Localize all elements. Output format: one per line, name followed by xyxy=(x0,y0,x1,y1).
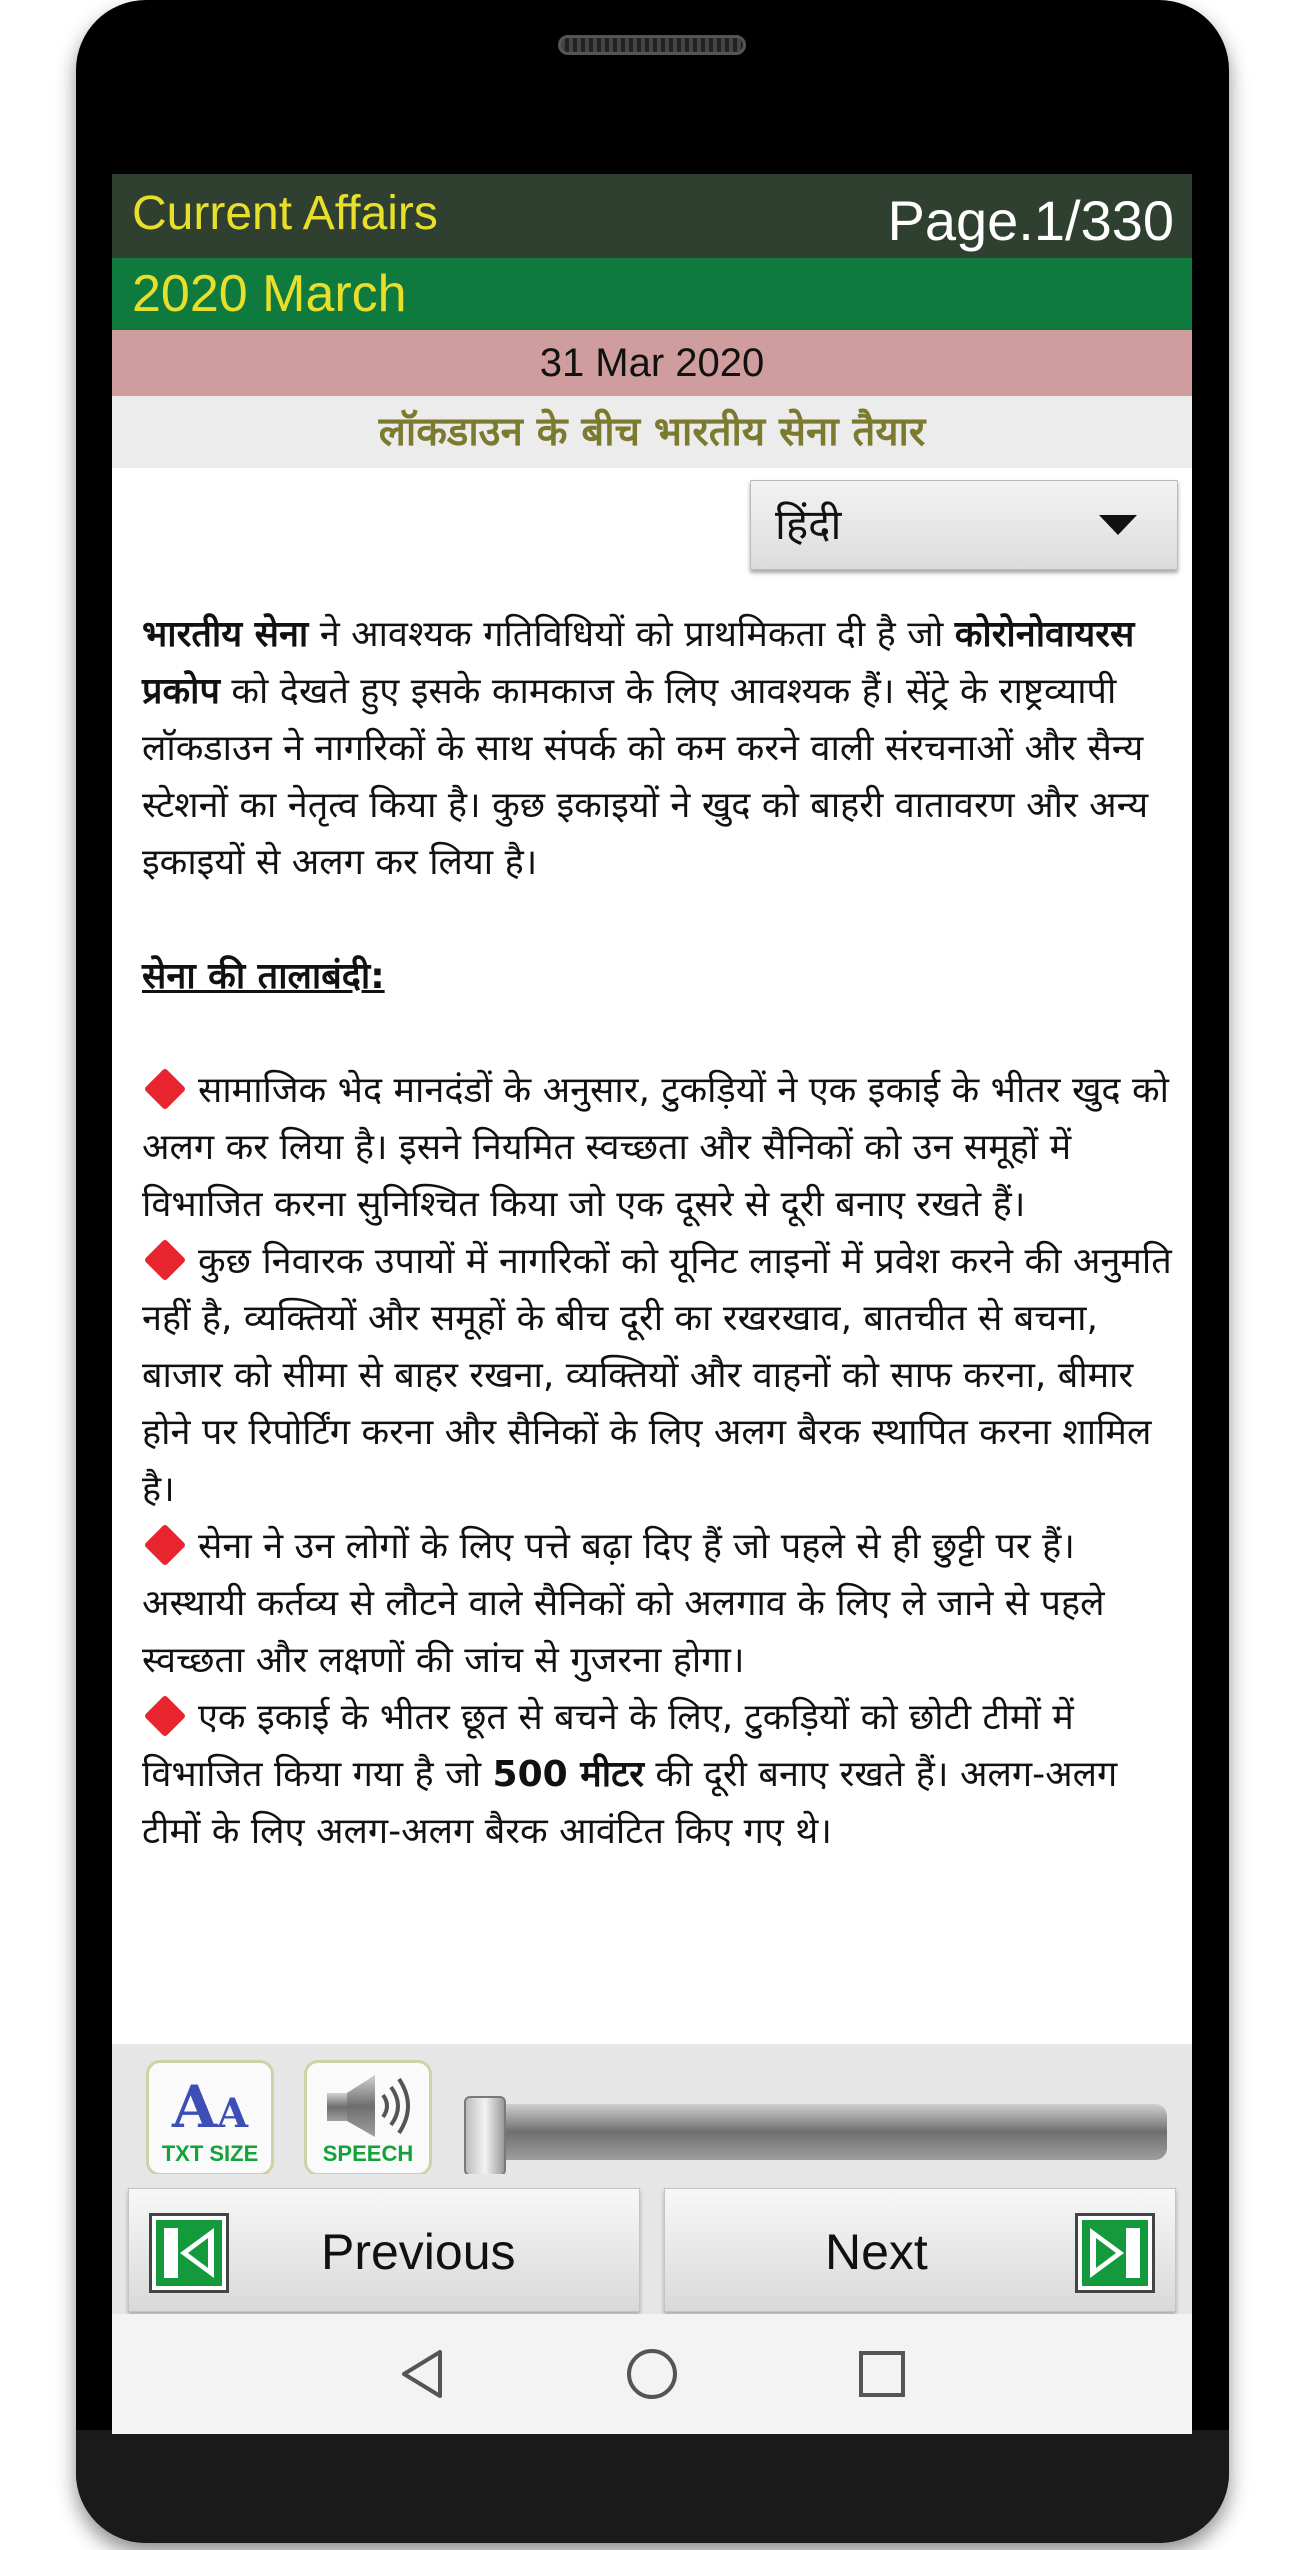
text-size-icon: AA xyxy=(171,2073,249,2141)
bullet-item-3 xyxy=(142,1518,1172,1689)
slider-thumb[interactable] xyxy=(464,2096,506,2176)
language-selected: हिंदी xyxy=(775,500,842,549)
bullet-item-4 xyxy=(142,1689,1172,1860)
bullet-4-bold: 500 मीटर xyxy=(492,1754,644,1795)
recents-icon[interactable] xyxy=(850,2342,914,2406)
red-diamond-icon xyxy=(144,1695,186,1737)
language-dropdown[interactable] xyxy=(750,480,1178,570)
month-title: 2020 March xyxy=(132,265,407,323)
bullet-text-1: सामाजिक भेद मानदंडों के अनुसार, टुकड़ियों ने एक इकाई के भीतर खुद को अलग कर लिया है। इसने नियमित स्वच्छता और सैनिकों को उन समूहों में विभाजित करना सुनिश्चित किया जो एक दूसरे से दूरी बनाए रखते हैं। xyxy=(142,1070,1169,1225)
previous-label: Previous xyxy=(321,2224,516,2280)
home-icon[interactable] xyxy=(620,2342,684,2406)
title-bar xyxy=(112,174,1192,258)
speech-label: SPEECH xyxy=(322,2141,414,2166)
article-headline: लॉकडाउन के बीच भारतीय सेना तैयार xyxy=(378,409,926,455)
previous-button[interactable] xyxy=(128,2188,640,2312)
back-icon[interactable] xyxy=(392,2342,456,2406)
article-date: 31 Mar 2020 xyxy=(539,341,765,385)
skip-previous-icon xyxy=(149,2213,229,2293)
next-button[interactable] xyxy=(664,2188,1176,2312)
month-bar xyxy=(112,258,1192,330)
speech-button[interactable] xyxy=(304,2060,432,2176)
bullet-item-2 xyxy=(142,1233,1172,1518)
section-subheading: सेना की तालाबंदी: xyxy=(142,956,385,997)
headline-bar xyxy=(112,396,1192,468)
speaker-icon xyxy=(321,2071,417,2141)
reader-toolbar xyxy=(112,2044,1192,2174)
red-diamond-icon xyxy=(144,1524,186,1566)
article-intro xyxy=(142,606,1172,891)
speech-progress-slider[interactable] xyxy=(467,2104,1167,2160)
app-title: Current Affairs xyxy=(132,187,438,240)
phone-chin xyxy=(76,2430,1229,2543)
skip-next-icon xyxy=(1075,2213,1155,2293)
red-diamond-icon xyxy=(144,1068,186,1110)
bullet-text-3: सेना ने उन लोगों के लिए पत्ते बढ़ा दिए हैं जो पहले से ही छुट्टी पर हैं। अस्थायी कर्तव्य से लौटने वाले सैनिकों को अलगाव के लिए ले जाने से पहले स्वच्छता और लक्षणों की जांच से गुजरना होगा। xyxy=(142,1526,1105,1681)
earpiece-speaker xyxy=(558,35,746,55)
page-counter: Page.1/330 xyxy=(887,189,1174,252)
intro-bold-1: भारतीय सेना xyxy=(142,614,309,655)
text-size-button[interactable] xyxy=(146,2060,274,2176)
intro-text-2: को देखते हुए इसके कामकाज के लिए आवश्यक हैं। सेंट्रे के राष्ट्रव्यापी लॉकडाउन ने नागरिकों के साथ संपर्क को कम करने वाली संरचनाओं और सैन्य स्टेशनों का नेतृत्व किया है। कुछ इकाइयों ने खुद को बाहरी वातावरण और अन्य इकाइयों से अलग कर लिया है। xyxy=(142,671,1149,883)
next-label: Next xyxy=(825,2224,928,2280)
article-body xyxy=(142,606,1172,1860)
system-navigation-bar xyxy=(112,2314,1192,2434)
page-navigation xyxy=(112,2174,1192,2314)
bullet-4-text-2: की दूरी बनाए रखते हैं। अलग-अलग टीमों के लिए अलग-अलग बैरक आवंटित किए गए थे। xyxy=(142,1754,1118,1852)
text-size-label: TXT SIZE xyxy=(161,2141,259,2166)
intro-text-1: ने आवश्यक गतिविधियों को प्राथमिकता दी है जो xyxy=(308,614,955,655)
bullet-item-1 xyxy=(142,1062,1172,1233)
date-bar xyxy=(112,330,1192,396)
intro-bold-2: कोरोनोवायरस प्रकोप xyxy=(142,614,1135,712)
app-screen xyxy=(112,174,1192,2434)
red-diamond-icon xyxy=(144,1239,186,1281)
bullet-text-2: कुछ निवारक उपायों में नागरिकों को यूनिट लाइनों में प्रवेश करने की अनुमति नहीं है, व्यक्तियों और समूहों के बीच दूरी का रखरखाव, बातचीत से बचना, बाजार को सीमा से बाहर रखना, व्यक्तियों और वाहनों को साफ करना, बीमार होने पर रिपोर्टिंग करना और सैनिकों के लिए अलग बैरक स्थापित करना शामिल है। xyxy=(142,1241,1172,1510)
chevron-down-icon xyxy=(1099,515,1137,535)
bullet-4-text-1: एक इकाई के भीतर छूत से बचने के लिए, टुकड़ियों को छोटी टीमों में विभाजित किया गया है जो xyxy=(142,1697,1074,1795)
